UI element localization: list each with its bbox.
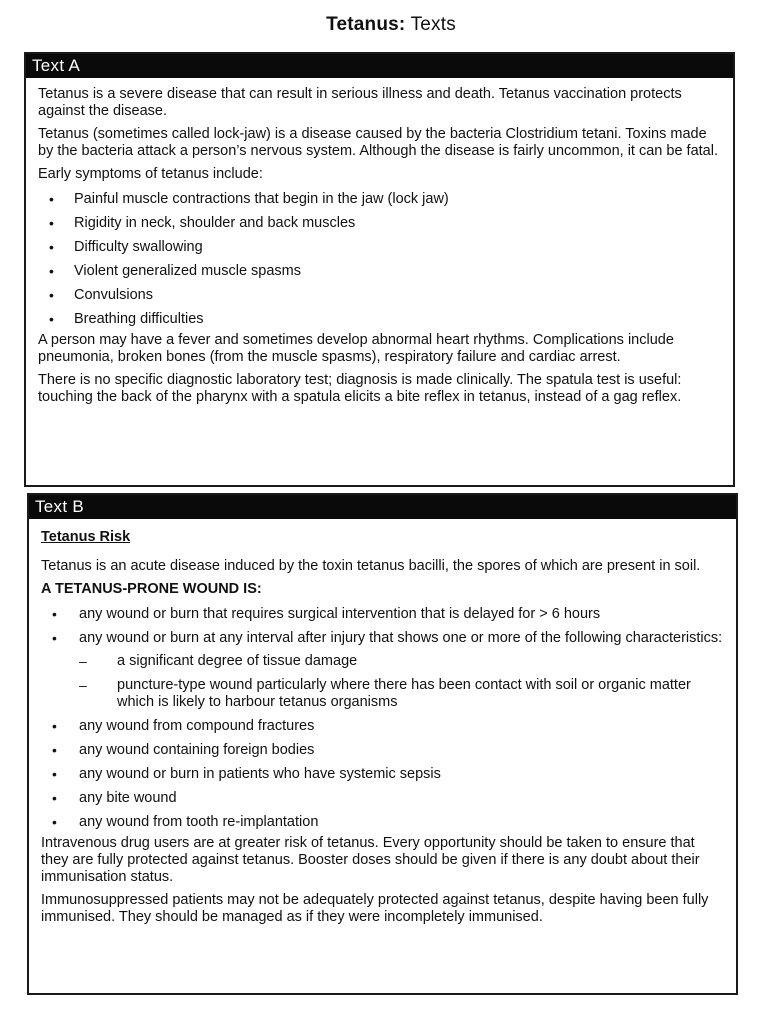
list-item: • Breathing difficulties xyxy=(38,311,721,328)
title-suffix: Texts xyxy=(405,14,456,35)
wound-heading: A TETANUS-PRONE WOUND IS: xyxy=(41,581,262,597)
text-a-paragraph-4: There is no specific diagnostic laboratory test; diagnosis is made clinically. The spatula test is useful: touching the back of the pharynx with a spatula elicits a bite reflex in tetanus, instead of a gag reflex. xyxy=(38,372,682,405)
text-b-header: Text B xyxy=(29,495,736,519)
list-item: • any wound or burn in patients who have systemic sepsis xyxy=(41,766,724,783)
list-item: • Convulsions xyxy=(38,287,721,304)
list-item xyxy=(41,630,724,711)
text-a-body xyxy=(26,78,733,406)
text-a-header: Text A xyxy=(26,54,733,78)
text-a-paragraph-3: A person may have a fever and sometimes develop abnormal heart rhythms. Complications include pneumonia, broken bones (from the muscle spasms), respiratory failure and cardiac arrest. xyxy=(38,332,674,365)
list-item: • Rigidity in neck, shoulder and back muscles xyxy=(38,215,721,232)
list-item: • any wound containing foreign bodies xyxy=(41,742,724,759)
list-item-text: any wound or burn at any interval after injury that shows one or more of the following characteristics: xyxy=(79,630,723,646)
symptoms-intro: Early symptoms of tetanus include: xyxy=(38,166,263,182)
risk-title: Tetanus Risk xyxy=(41,529,131,545)
text-a-paragraph-1: Tetanus is a severe disease that can result in serious illness and death. Tetanus vaccination protects against the disease. xyxy=(38,86,682,119)
list-item: • any wound from compound fractures xyxy=(41,718,724,735)
characteristics-list xyxy=(79,653,724,711)
immunosuppressed-paragraph: Immunosuppressed patients may not be adequately protected against tetanus, despite having been fully immunised. They should be managed as if they were incompletely immunised. xyxy=(41,892,709,925)
list-item: • any wound or burn that requires surgical intervention that is delayed for > 6 hours xyxy=(41,606,724,623)
text-b-box xyxy=(27,493,738,995)
page-title xyxy=(0,14,768,36)
text-b-body xyxy=(29,519,736,926)
list-item: • Painful muscle contractions that begin in the jaw (lock jaw) xyxy=(38,191,721,208)
symptoms-list xyxy=(38,191,721,328)
list-item: – a significant degree of tissue damage xyxy=(79,653,724,670)
list-item: • any wound from tooth re-implantation xyxy=(41,814,724,831)
list-item: • Violent generalized muscle spasms xyxy=(38,263,721,280)
wound-list xyxy=(41,606,724,831)
text-a-box xyxy=(24,52,735,487)
drug-users-paragraph: Intravenous drug users are at greater risk of tetanus. Every opportunity should be taken to ensure that they are fully protected against tetanus. Booster doses should be given if there is any doubt about their immunisation status. xyxy=(41,835,700,885)
list-item: • Difficulty swallowing xyxy=(38,239,721,256)
title-main: Tetanus: xyxy=(326,14,406,35)
text-b-intro: Tetanus is an acute disease induced by the toxin tetanus bacilli, the spores of which are present in soil. xyxy=(41,558,701,574)
list-item: • any bite wound xyxy=(41,790,724,807)
list-item: – puncture-type wound particularly where there has been contact with soil or organic matter which is likely to harbour tetanus organisms xyxy=(79,677,724,711)
text-a-paragraph-2: Tetanus (sometimes called lock-jaw) is a disease caused by the bacteria Clostridium tetani. Toxins made by the bacteria attack a person’s nervous system. Although the disease is fairly uncommon, it can be fatal. xyxy=(38,126,718,159)
